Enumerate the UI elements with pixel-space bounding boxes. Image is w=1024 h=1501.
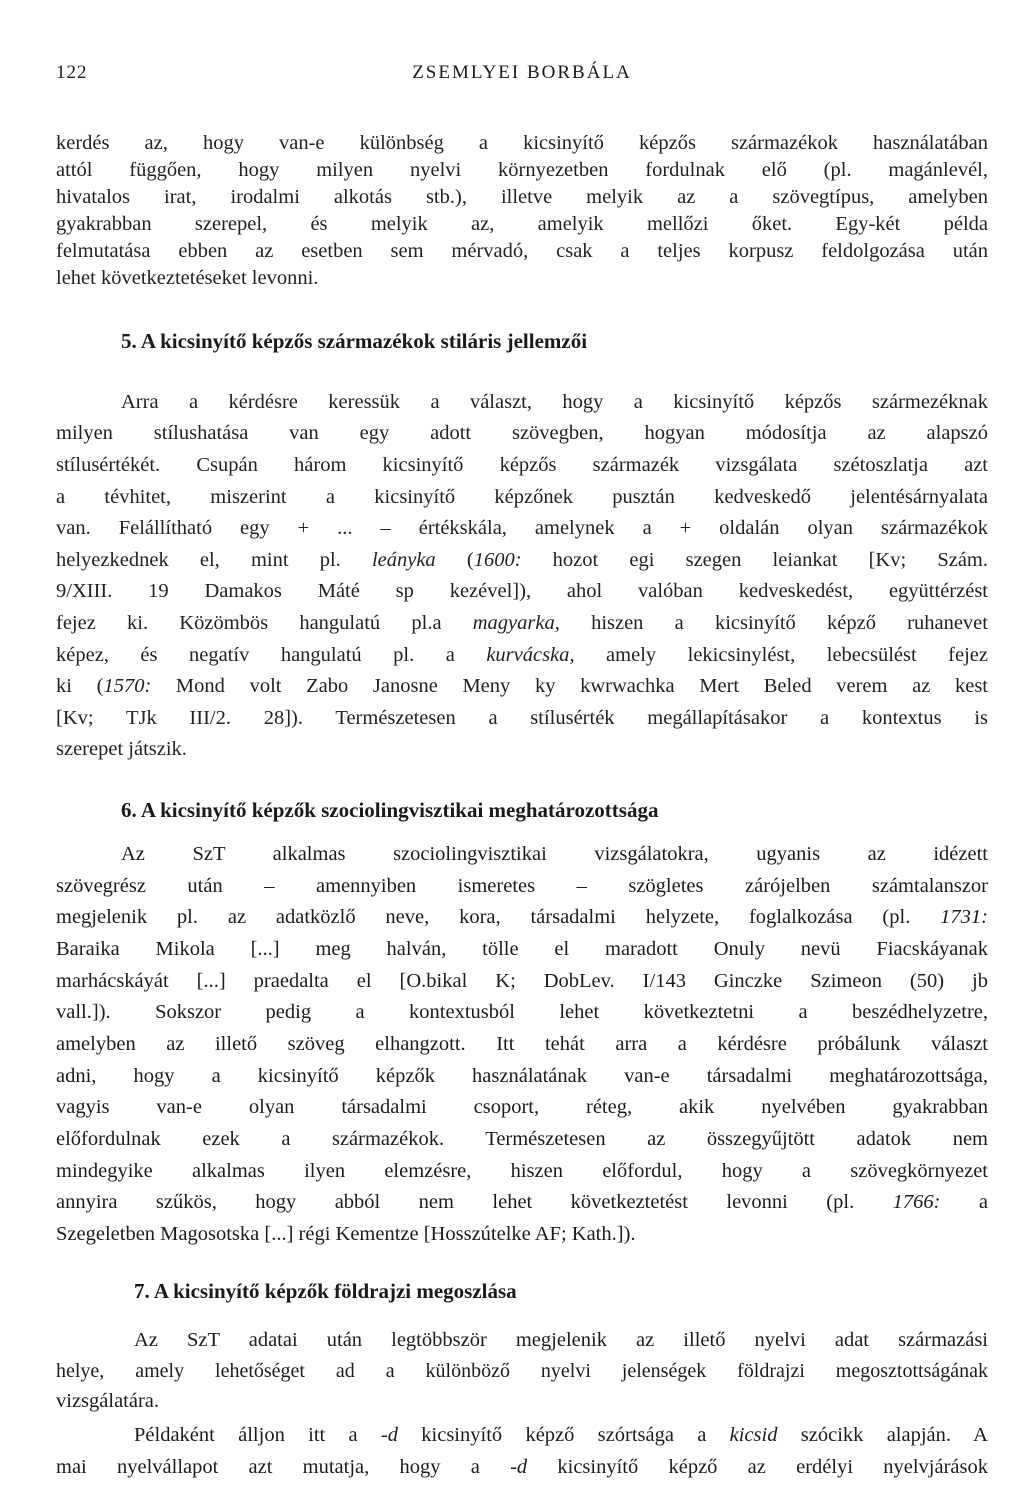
section-heading-6: 6. A kicsinyítő képzők szociolingvisztikai meghatározottsága xyxy=(121,798,659,822)
italic-word: leányka xyxy=(371,549,436,571)
text-line: Szegeletben Magosotska [...] régi Kementze [Hosszútelke AF; Kath.]). xyxy=(56,1223,636,1245)
text-line: felmutatása ebben az esetben sem mérvadó, csak a teljes korpusz feldolgozása után xyxy=(56,240,988,262)
text-line: képez, és negatív hangulatú pl. a kurvácska, amely lekicsinylést, lebecsülést fejez xyxy=(56,644,988,666)
italic-word: kurvácska xyxy=(486,644,570,666)
text-line: Az SzT alkalmas szociolingvisztikai vizsgálatokra, ugyanis az idézett xyxy=(121,843,988,865)
text-line: a tévhitet, miszerint a kicsinyítő képzőnek pusztán kedveskedő jelentésárnyalata xyxy=(56,486,988,508)
text-line: vagyis van-e olyan társadalmi csoport, réteg, akik nyelvében gyakrabban xyxy=(56,1096,988,1118)
italic-word: kicsid xyxy=(729,1424,778,1446)
text-line: mai nyelvállapot azt mutatja, hogy a -d kicsinyítő képző az erdélyi nyelvjárások xyxy=(56,1456,988,1478)
text-line: szerepet játszik. xyxy=(56,738,187,760)
text-line: vall.]). Sokszor pedig a kontextusból lehet következtetni a beszédhelyzetre, xyxy=(56,1001,988,1023)
text-line: megjelenik pl. az adatközlő neve, kora, társadalmi helyzete, foglalkozása (pl. 1731: xyxy=(56,906,988,928)
italic-year: 1731: xyxy=(940,906,988,928)
text-line: fejez ki. Közömbös hangulatú pl.a magyarka, hiszen a kicsinyítő képző ruhanevet xyxy=(56,612,988,634)
running-head: ZSEMLYEI BORBÁLA xyxy=(412,62,632,83)
text-line: attól függően, hogy milyen nyelvi környezetben fordulnak elő (pl. magánlevél, xyxy=(56,159,988,181)
italic-year: 1600: xyxy=(473,549,522,571)
text-line: annyira szűkös, hogy abból nem lehet következtetést levonni (pl. 1766: a xyxy=(56,1191,989,1213)
text-line: marhácskáyát [...] praedalta el [O.bikal K; DobLev. I/143 Ginczke Szimeon (50) jb xyxy=(56,970,988,992)
text-line: Az SzT adatai után legtöbbször megjelenik az illető nyelvi adat származási xyxy=(134,1329,988,1351)
text-line: vizsgálatára. xyxy=(56,1390,160,1412)
text-line: 9/XIII. 19 Damakos Máté sp kezével]), ahol valóban kedveskedést, együttérzést xyxy=(56,580,988,602)
text-line: szövegrész után – amennyiben ismeretes – szögletes zárójelben számtalanszor xyxy=(56,875,988,897)
text-line: mindegyike alkalmas ilyen elemzésre, hiszen előfordul, hogy a szövegkörnyezet xyxy=(56,1160,988,1182)
text-line: [Kv; TJk III/2. 28]). Természetesen a stílusérték megállapításakor a kontextus is xyxy=(56,707,988,729)
italic-year: 1766: xyxy=(892,1191,941,1213)
text-line: van. Felállítható egy + ... – értékskála, amelynek a + oldalán olyan származékok xyxy=(56,517,988,539)
text-line: ki (1570: Mond volt Zabo Janosne Meny ky kwrwachka Mert Beled verem az kest xyxy=(56,675,988,697)
text-line: helye, amely lehetőséget ad a különböző nyelvi jelenségek földrajzi megosztottságának xyxy=(56,1360,988,1382)
italic-suffix: -d xyxy=(380,1424,398,1446)
text-line: Példaként álljon itt a -d kicsinyítő képző szórtsága a kicsid szócikk alapján. A xyxy=(134,1424,988,1446)
text-line: hivatalos irat, irodalmi alkotás stb.), illetve melyik az a szövegtípus, amelyben xyxy=(56,186,988,208)
text-line: adni, hogy a kicsinyítő képzők használatának van-e társadalmi meghatározottsága, xyxy=(56,1065,988,1087)
italic-word: magyarka xyxy=(472,612,555,634)
text-line: Baraika Mikola [...] meg halván, tölle el maradott Onuly nevü Fiacskáyanak xyxy=(56,938,988,960)
text-line: kerdés az, hogy van-e különbség a kicsinyítő képzős származékok használatában xyxy=(56,132,988,154)
italic-year: 1570: xyxy=(103,675,152,697)
text-line: lehet következtetéseket levonni. xyxy=(56,267,319,289)
text-line: helyezkednek el, mint pl. leányka (1600: hozot egi szegen leiankat [Kv; Szám. xyxy=(56,549,988,571)
section-heading-7: 7. A kicsinyítő képzők földrajzi megoszlása xyxy=(134,1279,517,1303)
italic-suffix: -d xyxy=(510,1456,528,1478)
page-header xyxy=(56,62,988,86)
section-heading-5: 5. A kicsinyítő képzős származékok stiláris jellemzői xyxy=(121,329,588,353)
page-number: 122 xyxy=(56,62,88,83)
text-line: Arra a kérdésre keressük a választ, hogy a kicsinyítő képzős szármezéknak xyxy=(121,391,988,413)
text-line: stílusértékét. Csupán három kicsinyítő képzős származék vizsgálata szétoszlatja azt xyxy=(56,454,988,476)
text-line: előfordulnak ezek a származékok. Természetesen az összegyűjtött adatok nem xyxy=(56,1128,988,1150)
text-line: milyen stílushatása van egy adott szövegben, hogyan módosítja az alapszó xyxy=(56,422,988,444)
text-line: gyakrabban szerepel, és melyik az, amelyik mellőzi őket. Egy-két példa xyxy=(56,213,988,235)
text-line: amelyben az illető szöveg elhangzott. Itt tehát arra a kérdésre próbálunk választ xyxy=(56,1033,988,1055)
